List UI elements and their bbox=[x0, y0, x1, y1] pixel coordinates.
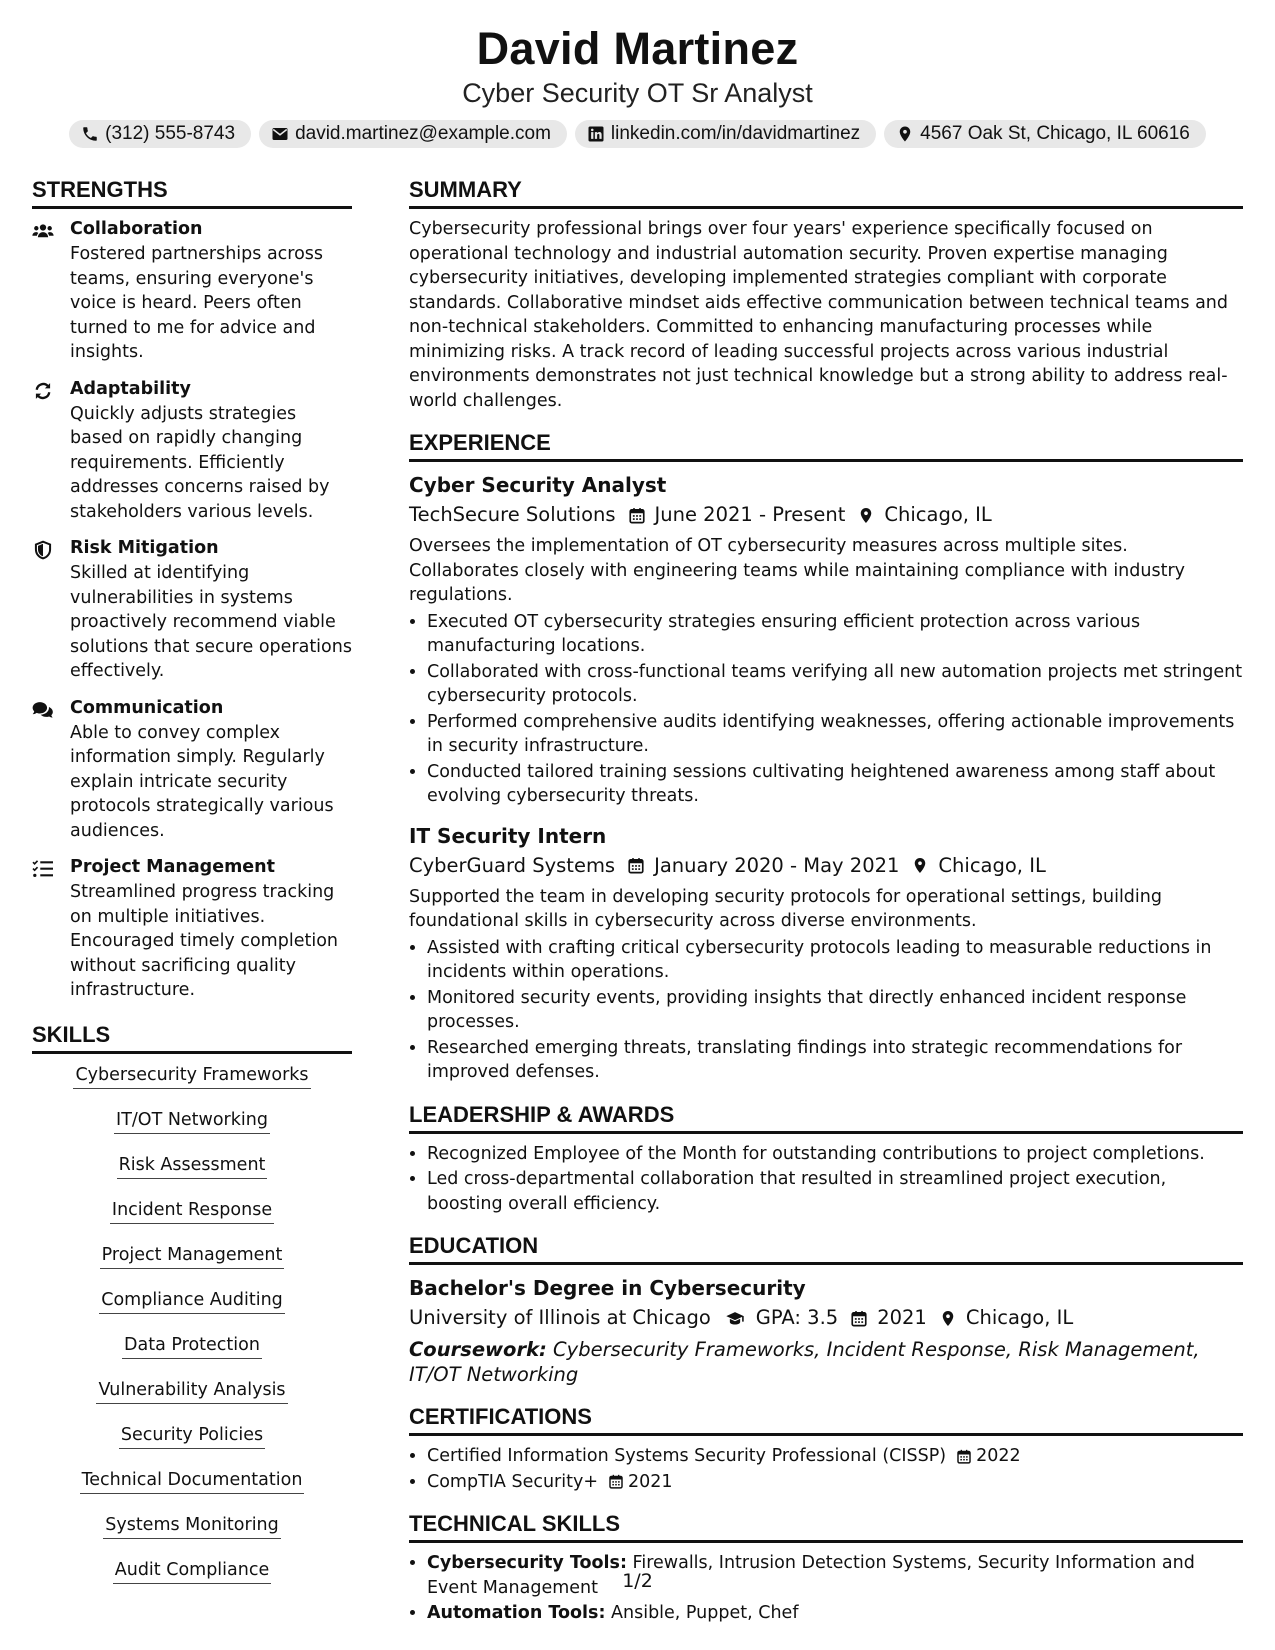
list-item bbox=[427, 1444, 1243, 1469]
right-column bbox=[409, 176, 1243, 1627]
skill-tag: Audit Compliance bbox=[113, 1557, 271, 1584]
linkedin-text: linkedin.com/in/davidmartinez bbox=[610, 123, 861, 144]
page-number: 1/2 bbox=[622, 1570, 653, 1592]
job-meta bbox=[409, 851, 1243, 881]
candidate-name: David Martinez bbox=[476, 23, 799, 74]
strength-description: Skilled at identifying vulnerabilities in systems proactively recommend viable solutions that secure operations effectively. bbox=[70, 563, 352, 681]
list-item: • Led cross-departmental collaboration that resulted in streamlined project execution, boosting overall efficiency. bbox=[427, 1167, 1243, 1216]
calendar-icon bbox=[956, 1448, 972, 1465]
contact-email[interactable] bbox=[259, 120, 567, 148]
strength-name: Project Management bbox=[70, 857, 275, 877]
skill-tag: Compliance Auditing bbox=[99, 1287, 285, 1314]
strength-item bbox=[32, 696, 352, 844]
left-column bbox=[32, 176, 352, 1602]
summary-heading: SUMMARY bbox=[409, 176, 1243, 209]
skill-tag: Systems Monitoring bbox=[103, 1512, 281, 1539]
list-item bbox=[427, 1470, 1243, 1495]
job-bullets bbox=[409, 610, 1243, 809]
job-dates: January 2020 - May 2021 bbox=[654, 853, 900, 877]
tech-skill-label: Cybersecurity Tools: bbox=[427, 1553, 627, 1573]
job-location: Chicago, IL bbox=[938, 853, 1046, 877]
education-meta bbox=[409, 1303, 1243, 1333]
tech-skill-label: Automation Tools: bbox=[427, 1603, 606, 1623]
list-item: • Recognized Employee of the Month for outstanding contributions to project completions. bbox=[427, 1142, 1243, 1167]
list-item: • Assisted with crafting critical cybersecurity protocols leading to measurable reductions in incidents within operations. bbox=[427, 936, 1243, 985]
calendar-icon bbox=[850, 1309, 868, 1328]
school-name: University of Illinois at Chicago bbox=[409, 1306, 711, 1329]
job-bullets bbox=[409, 936, 1243, 1085]
skill-tag: IT/OT Networking bbox=[114, 1107, 270, 1134]
job-location: Chicago, IL bbox=[884, 503, 992, 526]
list-item: • Monitored security events, providing insights that directly enhanced incident response processes. bbox=[427, 986, 1243, 1035]
skills-heading: SKILLS bbox=[32, 1021, 352, 1054]
strengths-heading: STRENGTHS bbox=[32, 176, 352, 209]
cert-year: 2021 bbox=[628, 1471, 673, 1492]
comments-icon bbox=[32, 700, 54, 720]
list-item: • Executed OT cybersecurity strategies ensuring efficient protection across various manufacturing locations. bbox=[427, 610, 1243, 659]
job-description: Supported the team in developing security protocols for operational settings, building foundational skills in cybersecurity across diverse environments. bbox=[409, 886, 1162, 931]
school-location: Chicago, IL bbox=[965, 1306, 1074, 1329]
job-company: TechSecure Solutions bbox=[409, 503, 616, 526]
contact-linkedin[interactable] bbox=[575, 120, 876, 148]
strength-description: Fostered partnerships across teams, ensuring everyone's voice is heard. Peers often turned to me for advice and insights. bbox=[70, 244, 324, 362]
resume-header bbox=[0, 0, 1275, 148]
job-title: IT Security Intern bbox=[409, 823, 607, 848]
sync-icon bbox=[32, 381, 54, 401]
skill-tag: Project Management bbox=[100, 1242, 285, 1269]
job-title: Cyber Security Analyst bbox=[409, 473, 667, 497]
map-pin-icon bbox=[896, 125, 914, 143]
calendar-icon bbox=[608, 1473, 624, 1490]
graduation-year: 2021 bbox=[877, 1306, 927, 1329]
strength-item bbox=[32, 377, 352, 525]
map-pin-icon bbox=[939, 1309, 957, 1328]
list-item: • Researched emerging threats, translating findings into strategic recommendations for improved defenses. bbox=[427, 1036, 1243, 1085]
strength-item bbox=[32, 855, 352, 1003]
skill-tag: Vulnerability Analysis bbox=[96, 1377, 287, 1404]
job-description: Oversees the implementation of OT cybersecurity measures across multiple sites. Collaborates closely with engineering teams while maintaining compliance with industry regulations. bbox=[409, 536, 1186, 605]
job-entry bbox=[409, 821, 1243, 1085]
skill-tag: Data Protection bbox=[122, 1332, 262, 1359]
tech-skill-value: Ansible, Puppet, Chef bbox=[611, 1603, 799, 1623]
job-entry bbox=[409, 470, 1243, 809]
list-item bbox=[427, 1601, 1243, 1626]
linkedin-icon bbox=[587, 125, 605, 143]
job-dates: June 2021 - Present bbox=[654, 503, 846, 526]
education-heading: EDUCATION bbox=[409, 1232, 1243, 1265]
skill-tag: Cybersecurity Frameworks bbox=[73, 1062, 310, 1089]
candidate-title: Cyber Security OT Sr Analyst bbox=[462, 78, 813, 108]
contact-phone[interactable] bbox=[69, 120, 251, 148]
map-pin-icon bbox=[911, 856, 929, 875]
strength-name: Collaboration bbox=[70, 219, 203, 239]
phone-icon bbox=[81, 125, 99, 143]
tech-skill-value: Firewalls, Intrusion Detection Systems, Security Information and Event Management bbox=[427, 1553, 1195, 1598]
tasks-icon bbox=[32, 859, 54, 879]
address-text: 4567 Oak St, Chicago, IL 60616 bbox=[920, 123, 1190, 144]
strength-name: Adaptability bbox=[70, 378, 191, 399]
phone-text: (312) 555-8743 bbox=[105, 123, 236, 144]
coursework-label: Coursework: bbox=[409, 1338, 547, 1361]
strength-item bbox=[32, 217, 352, 365]
coursework-list: Cybersecurity Frameworks, Incident Response, Risk Management, IT/OT Networking bbox=[409, 1338, 1200, 1386]
envelope-icon bbox=[271, 125, 289, 143]
contact-bar bbox=[0, 120, 1275, 148]
strength-description: Quickly adjusts strategies based on rapidly changing requirements. Efficiently addresses concerns raised by stakeholders various levels. bbox=[70, 403, 330, 522]
strength-item bbox=[32, 536, 352, 684]
strength-name: Communication bbox=[70, 697, 224, 718]
calendar-icon bbox=[627, 856, 645, 875]
cert-name: • Certified Information Systems Security Professional (CISSP) bbox=[427, 1446, 947, 1466]
contact-address[interactable] bbox=[884, 120, 1206, 148]
summary-text: Cybersecurity professional brings over four years' experience specifically focused on operational technology and industrial automation security. Proven expertise managing cybersecurity initiatives, developing implemented strategies compliant with corporate standards. Collaborative mindset aids effective communication between technical teams and non-technical stakeholders. Committed to enhancing manufacturing processes while minimizing risks. A track record of leading successful projects across various industrial environments demonstrates not just technical knowledge but a strong ability to address real-world challenges. bbox=[409, 219, 1228, 411]
gpa: GPA: 3.5 bbox=[755, 1306, 839, 1329]
certifications-list bbox=[409, 1444, 1243, 1494]
skill-tag: Security Policies bbox=[119, 1422, 265, 1449]
coursework bbox=[409, 1337, 1243, 1387]
email-text: david.martinez@example.com bbox=[295, 123, 551, 144]
job-company: CyberGuard Systems bbox=[409, 853, 616, 877]
cert-year: 2022 bbox=[976, 1446, 1021, 1466]
skill-tag: Risk Assessment bbox=[117, 1152, 268, 1179]
list-item: • Performed comprehensive audits identifying weaknesses, offering actionable improvements in security infrastructure. bbox=[427, 710, 1243, 759]
leadership-bullets bbox=[409, 1142, 1243, 1217]
skill-tag: Incident Response bbox=[110, 1197, 274, 1224]
list-item: • Conducted tailored training sessions cultivating heightened awareness among staff about evolving cybersecurity threats. bbox=[427, 760, 1243, 809]
technical-skills-heading: TECHNICAL SKILLS bbox=[409, 1510, 1243, 1543]
list-item: • Collaborated with cross-functional teams verifying all new automation projects met stringent cybersecurity protocols. bbox=[427, 660, 1243, 709]
strength-name: Risk Mitigation bbox=[70, 538, 219, 558]
experience-heading: EXPERIENCE bbox=[409, 429, 1243, 462]
leadership-heading: LEADERSHIP & AWARDS bbox=[409, 1101, 1243, 1134]
degree-title: Bachelor's Degree in Cybersecurity bbox=[409, 1276, 806, 1300]
map-pin-icon bbox=[857, 506, 875, 525]
strength-description: Streamlined progress tracking on multiple initiatives. Encouraged timely completion without sacrificing quality infrastructure. bbox=[70, 882, 338, 1000]
cert-name: • CompTIA Security+ bbox=[427, 1471, 598, 1492]
job-meta bbox=[409, 500, 1243, 530]
graduation-cap-icon bbox=[723, 1309, 747, 1328]
skill-tag: Technical Documentation bbox=[80, 1467, 305, 1494]
skills-list bbox=[32, 1062, 352, 1602]
certifications-heading: CERTIFICATIONS bbox=[409, 1403, 1243, 1436]
users-icon bbox=[32, 221, 54, 241]
calendar-icon bbox=[628, 506, 646, 525]
shield-icon bbox=[32, 540, 54, 560]
strength-description: Able to convey complex information simply. Regularly explain intricate security protocols strategically various audiences. bbox=[70, 722, 334, 841]
